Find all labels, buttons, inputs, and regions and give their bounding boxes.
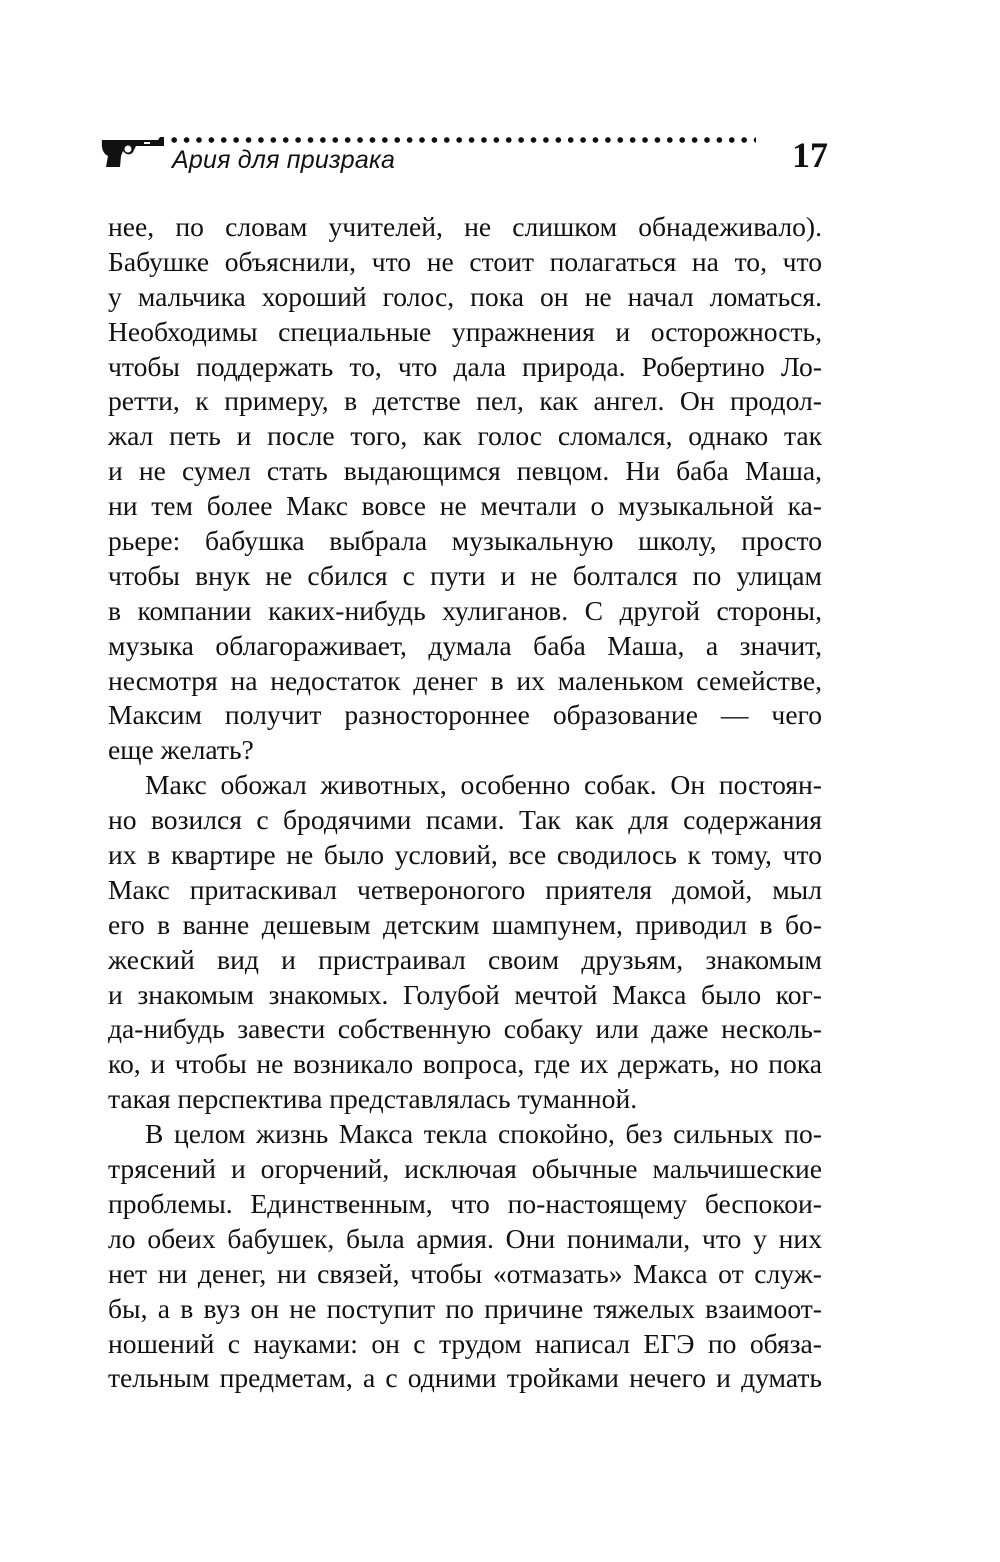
text-line: ни тем более Макс вовсе не мечтали о музыкальной ка-: [108, 490, 822, 522]
paragraph-3: [108, 1117, 822, 1396]
text-line: бы, а в вуз он не поступит по причине тяжелых взаимоот-: [108, 1292, 822, 1324]
text-line: Макс притаскивал четвероногого приятеля домой, мыл: [108, 873, 822, 905]
text-line: Необходимы специальные упражнения и осторожность,: [108, 315, 822, 347]
text-line: чтобы поддержать то, что дала природа. Робертино Ло-: [108, 350, 822, 382]
text-line: нет ни денег, ни связей, чтобы «отмазать» Макса от служ-: [108, 1257, 822, 1289]
text-line: рьере: бабушка выбрала музыкальную школу, просто: [108, 525, 822, 557]
text-line: но возился с бродячими псами. Так как для содержания: [108, 804, 822, 836]
text-line: несмотря на недостаток денег в их маленьком семействе,: [108, 664, 822, 696]
paragraph-1: [108, 210, 822, 768]
text-line: ко, и чтобы не возникало вопроса, где их держать, но пока: [108, 1048, 822, 1080]
text-line: Максим получит разностороннее образование — чего: [108, 699, 822, 731]
text-line: чтобы внук не сбился с пути и не болтался по улицам: [108, 559, 822, 591]
text-line: такая перспектива представлялась туманной.: [108, 1083, 638, 1115]
paragraph-2: [108, 768, 822, 1117]
dotted-rule: [168, 136, 756, 144]
text-line: нее, по словам учителей, не слишком обнадеживало).: [108, 211, 822, 242]
text-line: у мальчика хороший голос, пока он не начал ломаться.: [108, 280, 822, 312]
text-line: еще желать?: [108, 734, 254, 766]
running-header: [100, 128, 828, 188]
book-title: Ария для призрака: [172, 146, 396, 174]
text-line: да-нибудь завести собственную собаку или даже несколь-: [108, 1013, 822, 1045]
page-number: 17: [792, 135, 828, 175]
body-text: [108, 210, 822, 1396]
text-line: трясений и огорчений, исключая обычные мальчишеские: [108, 1153, 822, 1185]
revolver-icon: [100, 134, 166, 170]
text-line: ретти, к примеру, в детстве пел, как ангел. Он продол-: [108, 385, 822, 417]
text-line: и не сумел стать выдающимся певцом. Ни баба Маша,: [108, 455, 822, 487]
text-line: Бабушке объяснили, что не стоит полагаться на то, что: [108, 245, 822, 277]
text-line: музыка облагораживает, думала баба Маша, а значит,: [108, 629, 822, 661]
text-line: ношений с науками: он с трудом написал ЕГЭ по обяза-: [108, 1327, 822, 1359]
text-line: проблемы. Единственным, что по-настоящему беспокои-: [108, 1187, 822, 1219]
text-line: Макс обожал животных, особенно собак. Он постоян-: [145, 769, 822, 801]
text-line: В целом жизнь Макса текла спокойно, без сильных по-: [145, 1118, 822, 1150]
text-line: и знакомым знакомых. Голубой мечтой Макса было ког-: [108, 978, 822, 1010]
text-line: жеский вид и пристраивал своим друзьям, знакомым: [108, 943, 822, 975]
text-line: в компании каких-нибудь хулиганов. С другой стороны,: [108, 594, 822, 626]
text-line: тельным предметам, а с одними тройками нечего и думать: [108, 1362, 822, 1394]
text-line: жал петь и после того, как голос сломался, однако так: [108, 420, 822, 452]
text-line: их в квартире не было условий, все сводилось к тому, что: [108, 839, 822, 871]
text-line: его в ванне дешевым детским шампунем, приводил в бо-: [108, 908, 822, 940]
text-line: ло обеих бабушек, была армия. Они понимали, что у них: [108, 1222, 822, 1254]
